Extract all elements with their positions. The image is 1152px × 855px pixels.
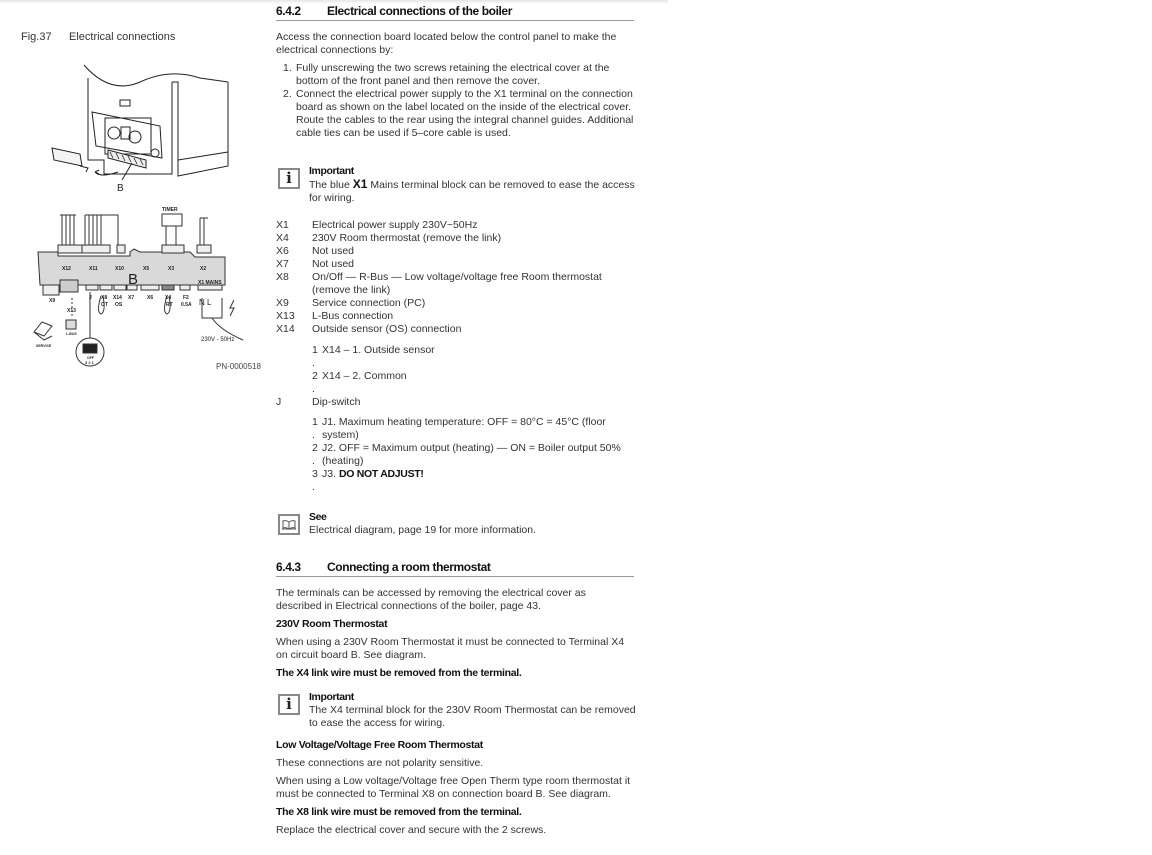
circuit-board bbox=[34, 214, 243, 366]
section-643-body-2 bbox=[276, 739, 638, 837]
dip-switch-legend: J Dip-switch bbox=[276, 396, 361, 408]
info-icon: i bbox=[278, 694, 300, 715]
step-item: 1. Fully unscrewing the two screws retaining the electrical cover at the bottom of the front panel and then remove the cover. bbox=[283, 62, 610, 87]
electrical-connections-illustration bbox=[0, 55, 270, 375]
section-heading-6-4-2 bbox=[276, 4, 634, 21]
dip-positions: 3 2 1 bbox=[85, 360, 94, 365]
section-number: 6.4.2 bbox=[276, 4, 301, 18]
legend-row: X9 Service connection (PC) bbox=[276, 297, 426, 309]
sublist-item: 3 . J3. DO NOT ADJUST! bbox=[312, 468, 424, 493]
terminal-x10: X10 bbox=[115, 266, 124, 272]
legend-row: X6 Not used bbox=[276, 245, 355, 257]
terminal-x2: X2 bbox=[200, 266, 207, 272]
section-number: 6.4.3 bbox=[276, 560, 301, 574]
closing-paragraph: Replace the electrical cover and secure with the 2 screws. bbox=[276, 824, 547, 836]
figure-caption bbox=[21, 31, 175, 43]
legend-row: X7 Not used bbox=[276, 258, 355, 270]
legend-row: X1 Electrical power supply 230V~50Hz bbox=[276, 219, 478, 231]
note-text: The blue X1 Mains terminal block can be removed to ease the access for wiring. bbox=[309, 177, 635, 204]
terminal-x14: X14 bbox=[113, 295, 122, 301]
book-icon bbox=[278, 514, 300, 535]
x14-sublist: 1 X14 – 1. Outside sensor . 2 X14 – 2. Common . bbox=[312, 344, 637, 396]
important-note-x1 bbox=[276, 165, 636, 205]
terminal-x4: X4 bbox=[165, 295, 172, 301]
subheading-low-voltage: Low Voltage/Voltage Free Room Thermostat bbox=[276, 739, 483, 751]
terminal-x9: X9 bbox=[49, 298, 56, 304]
part-number: PN-0000518 bbox=[216, 362, 261, 371]
callout-b: B bbox=[117, 183, 124, 194]
note-text: Electrical diagram, page 19 for more information. bbox=[309, 524, 537, 536]
terminal-x1-mains: X1 MAINS bbox=[198, 280, 222, 286]
section-643-body bbox=[276, 587, 634, 680]
mains-l: L bbox=[207, 298, 212, 307]
paragraph: These connections are not polarity sensitive. bbox=[276, 757, 484, 769]
sublist-item: 2 X14 – 2. Common bbox=[312, 370, 407, 382]
intro-paragraph: Access the connection board located below the control panel to make the electrical connections by: bbox=[276, 31, 617, 56]
dip-off: OFF bbox=[87, 356, 94, 360]
terminal-legend bbox=[276, 219, 642, 336]
section-heading-6-4-3 bbox=[276, 560, 634, 577]
legend-row: X8 On/Off — R-Bus — Low voltage/voltage free Room thermostat (remove the link) bbox=[276, 271, 602, 296]
terminal-x13: X13 bbox=[67, 308, 76, 314]
steps-list bbox=[276, 62, 634, 140]
label-lbus: L-BUS bbox=[66, 332, 77, 336]
terminal-x8: X8 bbox=[101, 295, 108, 301]
label-ot: OT bbox=[101, 302, 108, 308]
note-title: Important bbox=[309, 165, 354, 177]
step-item: 2. Connect the electrical power supply to the X1 terminal on the connection board as shown on the label located on the inside of the electrical cover. Route the cables to the rear using the integral channel guides. Additional cable ties can be used if 5–core cable is used. bbox=[283, 88, 634, 139]
terminal-x3: X3 bbox=[168, 266, 175, 272]
note-text: The X4 terminal block for the 230V Room Thermostat can be removed to ease the access for wiring. bbox=[309, 704, 636, 729]
important-note-x4 bbox=[276, 691, 636, 730]
timer-label: TIMER bbox=[162, 207, 178, 213]
info-icon: i bbox=[278, 168, 300, 189]
intro-paragraph: The terminals can be accessed by removing the electrical cover as described in Electrical connections of the boiler, page 43. bbox=[276, 587, 586, 612]
boiler-drawing bbox=[52, 65, 228, 180]
sublist-item: 1 X14 – 1. Outside sensor bbox=[312, 344, 435, 356]
section-642-body bbox=[276, 31, 634, 140]
note-title: Important bbox=[309, 691, 354, 703]
label-fuse: 0.5A bbox=[181, 302, 192, 308]
sublist-item: 2 . J2. OFF = Maximum output (heating) — ON = Boiler output 50% (heating) bbox=[312, 442, 621, 467]
figure-title: Electrical connections bbox=[69, 31, 176, 43]
mains-n: N bbox=[199, 298, 205, 307]
section-title: Electrical connections of the boiler bbox=[327, 4, 512, 18]
terminal-x6: X6 bbox=[147, 295, 154, 301]
terminal-j: J bbox=[89, 295, 92, 301]
paragraph: When using a Low voltage/Voltage free Open Therm type room thermostat it must be connected to Terminal X8 on connection board B. See diagram. bbox=[276, 775, 631, 800]
sublist-item: 1 . J1. Maximum heating temperature: OFF = 80°C = 45°C (floor system) bbox=[312, 416, 606, 441]
terminal-x5: X5 bbox=[143, 266, 150, 272]
paragraph: When using a 230V Room Thermostat it must be connected to Terminal X4 on circuit board B. See diagram. bbox=[276, 636, 625, 661]
legend-row: X14 Outside sensor (OS) connection bbox=[276, 323, 462, 335]
terminal-f2: F2 bbox=[183, 295, 189, 301]
terminal-x11: X11 bbox=[89, 266, 98, 272]
section-title: Connecting a room thermostat bbox=[327, 560, 491, 574]
dip-sublist bbox=[312, 416, 637, 494]
label-os: OS bbox=[115, 302, 123, 308]
warning-text: The X8 link wire must be removed from the terminal. bbox=[276, 806, 522, 818]
note-title: See bbox=[309, 511, 327, 523]
terminal-x7: X7 bbox=[128, 295, 135, 301]
legend-row: X4 230V Room thermostat (remove the link) bbox=[276, 232, 502, 244]
label-rt: RT bbox=[166, 302, 173, 308]
board-letter: B bbox=[128, 271, 139, 288]
subheading-230v: 230V Room Thermostat bbox=[276, 618, 388, 630]
figure-number: Fig.37 bbox=[21, 31, 52, 43]
label-service: SERVICE bbox=[36, 344, 52, 348]
supply-label: 230V - 50Hz bbox=[201, 337, 235, 343]
legend-row: X13 L-Bus connection bbox=[276, 310, 394, 322]
see-note bbox=[276, 511, 636, 537]
terminal-x12: X12 bbox=[62, 266, 71, 272]
warning-text: The X4 link wire must be removed from the terminal. bbox=[276, 667, 522, 679]
